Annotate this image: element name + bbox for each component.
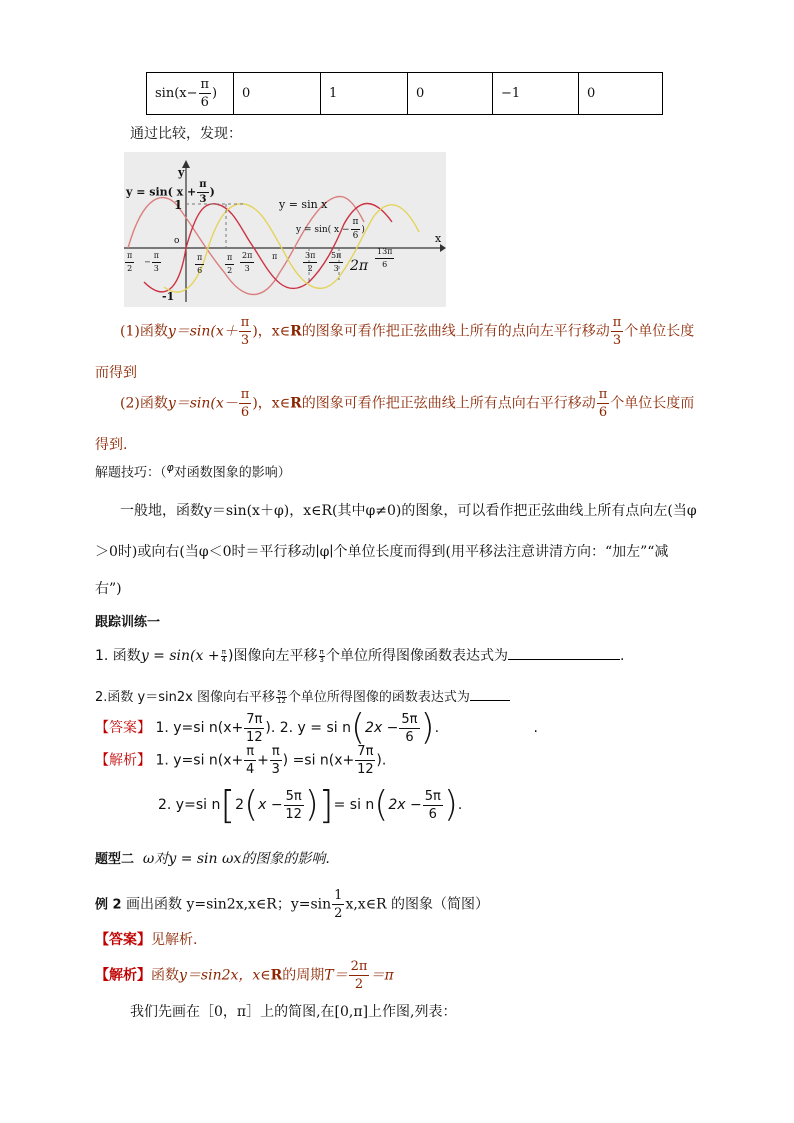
- example-explanation: 【解析】函数y＝sin2x，x∈R的周期T＝ $\frac{2\pi}{2}$ ＝π: [95, 959, 394, 992]
- tick-label: $\frac{13\pi}{6}$: [377, 247, 393, 269]
- general-line-1: 一般地，函数y＝sin(x＋φ)，x∈R(其中φ≠0)的图象，可以看作把正弦曲线上所有点向左(当φ: [120, 503, 697, 519]
- type2-heading: 题型二 ω对y = sin ωx的图象的影响.: [95, 851, 330, 867]
- table-label-cell: sin(x− $\frac{\pi}{6}$ ): [147, 73, 234, 115]
- label-sin-x-minus-pi6: y = sin( x − $\frac{\pi}{6}$ ): [296, 217, 365, 241]
- practice-question-2: 2.函数 y＝sin2x 图像向右平移 $\frac{5\pi}{12}$ 个单位所得图像的函数表达式为: [95, 686, 510, 705]
- answer-blank[interactable]: [470, 700, 510, 701]
- tick-label: − $\frac{\pi}{3}$: [144, 251, 159, 273]
- example-last-line: 我们先画在［0，π］上的简图,在[0,π]上作图,列表：: [130, 1004, 457, 1020]
- paragraph-shift-left: (1)函数y＝sin(x＋ $\frac{\pi}{3}$ )，x∈R的图象可看作把正弦曲线上所有的点向左平行移动 $\frac{\pi}{3}$ 个单位长度: [120, 315, 695, 348]
- paragraph-shift-right: (2)函数y＝sin(x－ $\frac{\pi}{6}$ )，x∈R的图象可看作把正弦曲线上所有点向右平行移动 $\frac{\pi}{6}$ 个单位长度而: [120, 387, 695, 420]
- practice-explanation-1: 【解析】 1. y=si n(x+ $\frac{\pi}{4}$ + $\frac{\pi}{3}$ ) =si n(x+ $\frac{7\pi}{12}$ ).: [95, 744, 387, 777]
- compare-text: 通过比较，发现：: [130, 126, 242, 142]
- label-sin-x: y = sin x: [279, 198, 328, 211]
- example-2: 例 2 画出函数 y=sin2x,x∈R；y=sin $\frac{1}{2}$ x,x∈R 的图象（简图）: [95, 888, 490, 921]
- tip-heading: 解题技巧：（$^\varphi$对函数图象的影响）: [95, 461, 291, 481]
- sine-shift-graph: [124, 152, 446, 307]
- table-cell: 0: [234, 73, 321, 115]
- tick-label: $\frac{2\pi}{3}$: [242, 251, 253, 273]
- two-pi-label: 2π: [350, 258, 369, 274]
- table-cell: −1: [493, 73, 579, 115]
- table-cell: 0: [579, 73, 663, 115]
- x-axis-arrow: [440, 244, 446, 252]
- label-sin-x-plus-pi3: y = sin( x + $\frac{\pi}{3}$ ): [126, 179, 215, 205]
- practice-explanation-2: 2. y=si n[2(x − $\frac{5\pi}{12}$ )]= si n(2x − $\frac{5\pi}{6}$ ).: [158, 783, 463, 827]
- answer-blank[interactable]: [508, 659, 620, 660]
- paragraph-shift-left-cont: 而得到: [95, 365, 137, 381]
- example-answer: 【答案】见解析.: [95, 932, 198, 948]
- practice-title: 跟踪训练一: [95, 615, 161, 630]
- y-neg-one-label: -1: [162, 290, 175, 303]
- practice-answer: 【答案】 1. y=si n(x+ $\frac{7\pi}{12}$ ). 2. y = si n(2x − $\frac{5\pi}{6}$ ). .: [95, 707, 538, 748]
- paragraph-shift-right-cont: 得到.: [95, 437, 128, 453]
- y-axis-label: y: [178, 166, 185, 179]
- tick-label: $\frac{3\pi}{2}$: [305, 251, 316, 273]
- tick-label: $\frac{\pi}{2}$: [227, 253, 233, 275]
- table-cell: 1: [321, 73, 408, 115]
- tick-label: $\frac{\pi}{2}$: [127, 251, 133, 273]
- curve-sin-x-plus-pi3: [128, 197, 364, 295]
- values-table: [146, 72, 663, 115]
- tick-label: $\frac{\pi}{6}$: [197, 253, 203, 275]
- tick-label: π: [272, 252, 278, 261]
- practice-question-1: 1. 函数y = sin(x + $\frac{\pi}{4}$ )图像向左平移 $\frac{\pi}{3}$ 个单位所得图像函数表达式为 .: [95, 647, 625, 664]
- table-cell: 0: [408, 73, 493, 115]
- tick-label: $\frac{5\pi}{3}$: [331, 251, 342, 273]
- general-line-2: ＞0时)或向右(当φ＜0时＝平行移动∣φ∣个单位长度而得到(用平移法注意讲清方向：“加左”“减: [95, 544, 669, 560]
- y-one-label: 1: [174, 198, 183, 212]
- x-axis-label: x: [435, 232, 442, 245]
- table-row: [147, 73, 663, 115]
- general-line-3: 右”): [95, 581, 122, 597]
- graph-svg: [124, 152, 446, 307]
- origin-label: o: [174, 236, 180, 246]
